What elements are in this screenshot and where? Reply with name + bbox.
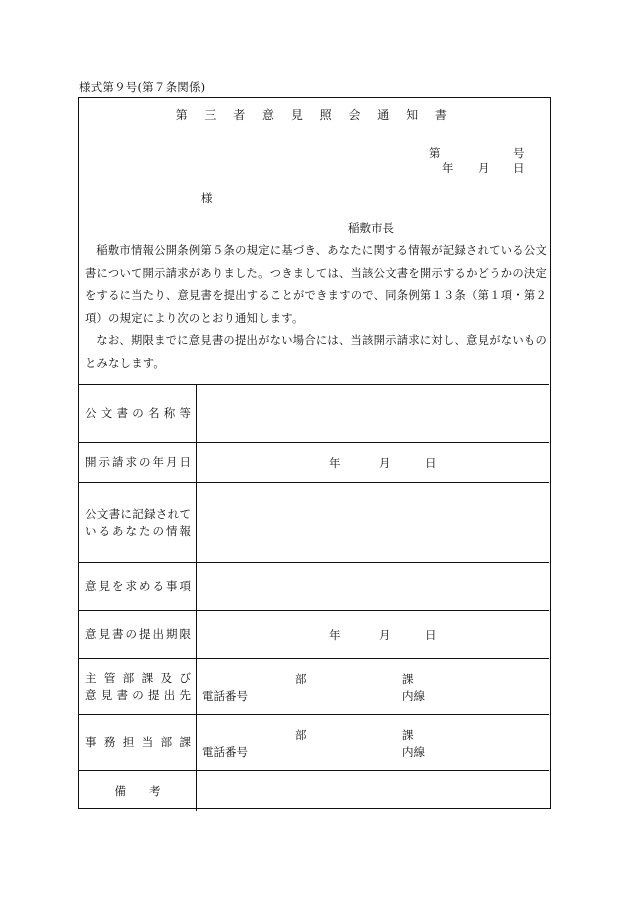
addressee-suffix: 様	[201, 191, 213, 205]
deadline-month-label: 月	[379, 628, 391, 642]
opinion-matters-label: 意見を求める事項	[85, 579, 191, 593]
deadline-label: 意見書の提出期限	[85, 627, 191, 641]
table-row-document-name	[79, 385, 549, 443]
office-label: 事 務 担 当 部 課	[85, 735, 191, 749]
table-row-recorded-info	[79, 483, 549, 563]
deadline-value	[197, 611, 549, 658]
page-title: 第 三 者 意 見 照 会 通 知 書	[175, 108, 454, 122]
request-year-label: 年	[329, 456, 341, 470]
date-year-label: 年	[442, 161, 454, 175]
deadline-year-label: 年	[329, 628, 341, 642]
document-name-label: 公文書の名称等	[85, 406, 191, 420]
notice-body	[85, 240, 547, 375]
recorded-info-label-line1: 公文書に記録されて	[85, 506, 191, 521]
remarks-value	[197, 771, 549, 811]
document-name-value	[197, 385, 549, 442]
date-month-label: 月	[478, 161, 490, 175]
remarks-label: 備 考	[114, 783, 161, 798]
notice-form	[78, 97, 551, 809]
department-ka-label: 課	[402, 672, 414, 686]
body-paragraph-1: 稲敷市情報公開条例第５条の規定に基づき、あなたに関する情報が記録されている公文書について開示請求がありました。つきましては、当該公文書を開示するかどうかの決定をするに当たり、意見書を提出することができますので、同条例第１３条（第１項・第２項）の規定により次のとおり通知します。	[85, 244, 547, 325]
opinion-matters-value	[197, 563, 549, 610]
recorded-info-value	[197, 483, 549, 562]
office-bu-label: 部	[295, 728, 307, 742]
table-row-remarks	[79, 771, 549, 811]
department-phone-label: 電話番号	[202, 689, 248, 703]
table-row-department	[79, 659, 549, 715]
form-number: 様式第９号(第７条関係)	[79, 80, 206, 94]
department-value	[197, 659, 549, 714]
doc-number-suffix: 号	[513, 146, 525, 160]
office-value	[197, 715, 549, 770]
table-row-opinion-matters	[79, 563, 549, 611]
request-date-label: 開示請求の年月日	[85, 455, 191, 469]
deadline-day-label: 日	[425, 628, 437, 642]
department-label-line1: 主 管 部 課 及 び	[85, 670, 191, 685]
details-table	[79, 384, 549, 811]
office-ka-label: 課	[402, 728, 414, 742]
department-extension-label: 内線	[402, 689, 425, 703]
table-row-office	[79, 715, 549, 771]
recorded-info-label-line2: いるあなたの情報	[85, 523, 191, 538]
sender-name: 稲敷市長	[348, 221, 394, 235]
request-month-label: 月	[379, 456, 391, 470]
office-extension-label: 内線	[402, 745, 425, 759]
body-paragraph-2: なお、期限までに意見書の提出がない場合には、当該開示請求に対し、意見がないものとみなします。	[85, 334, 547, 370]
request-date-value	[197, 443, 549, 482]
department-bu-label: 部	[295, 672, 307, 686]
office-phone-label: 電話番号	[202, 745, 248, 759]
table-row-deadline	[79, 611, 549, 659]
request-day-label: 日	[425, 456, 437, 470]
date-day-label: 日	[513, 161, 525, 175]
doc-number-prefix: 第	[429, 146, 441, 160]
department-label-line2: 意 見 書 の 提 出 先	[85, 687, 191, 702]
table-row-request-date	[79, 443, 549, 483]
